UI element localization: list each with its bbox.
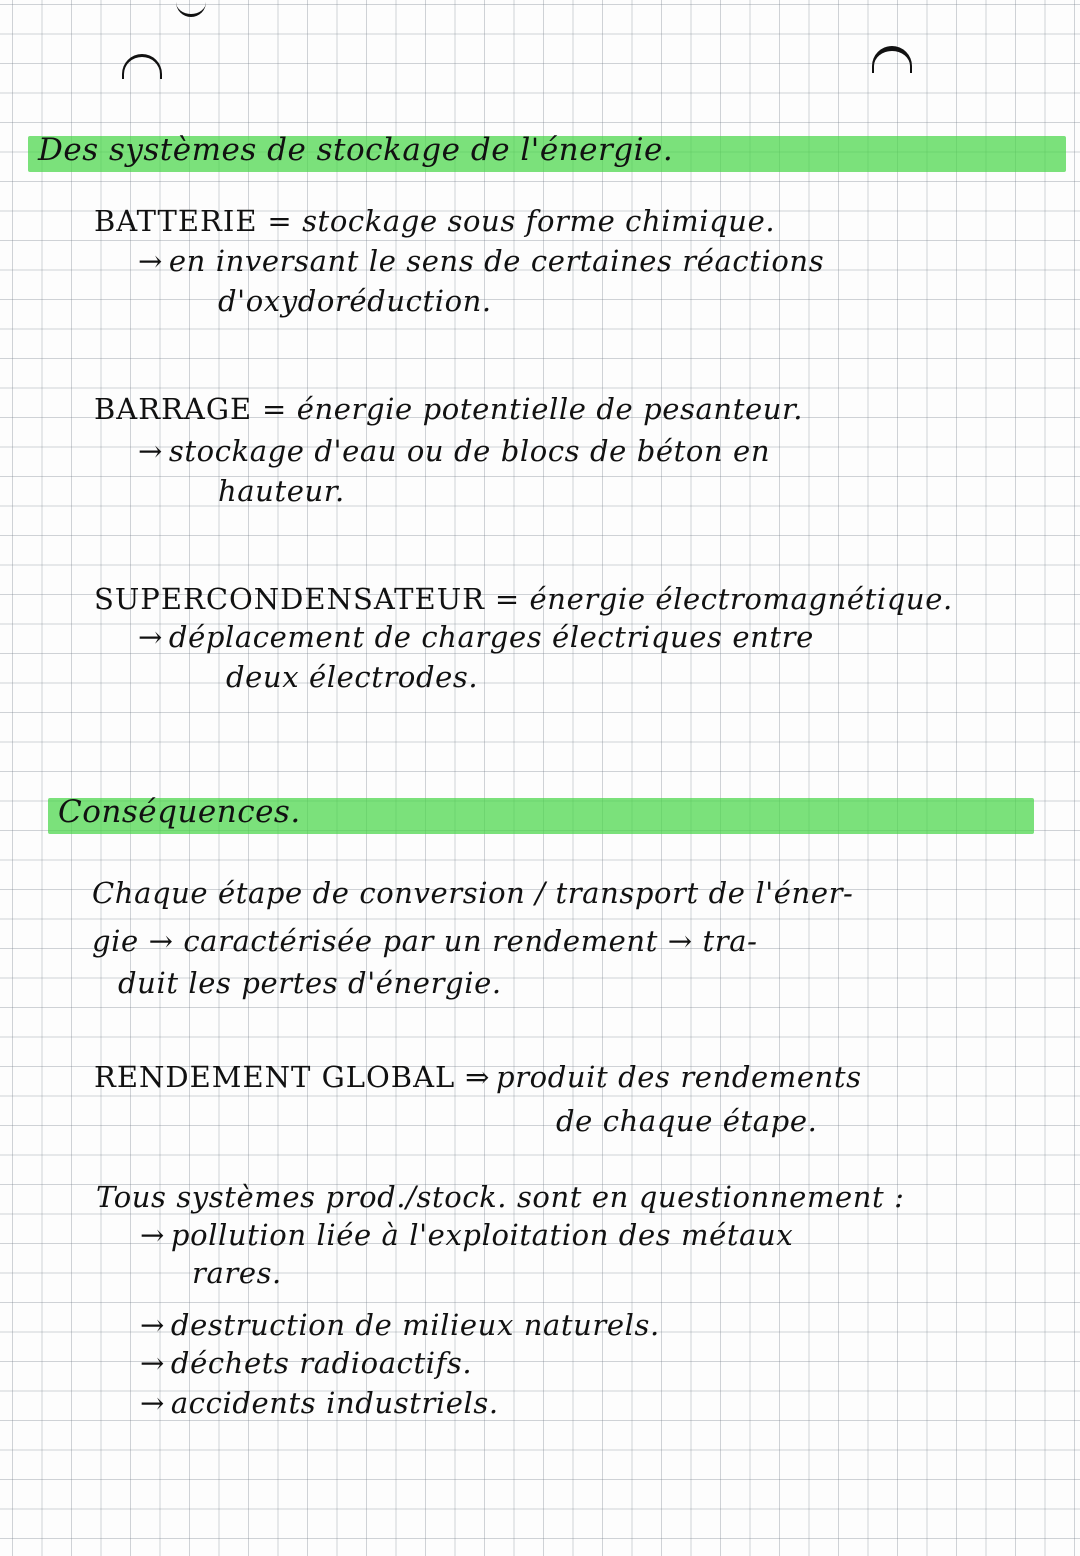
questioning-intro: Tous systèmes prod./stock. sont en questionnement : [96, 1180, 905, 1214]
conversion-line-1 [92, 876, 853, 910]
heading-consequences-text: Conséquences. [58, 794, 301, 830]
list-item [140, 1346, 472, 1380]
arrow-right-icon: → [138, 620, 163, 654]
supercapacitor-detail-line-2 [226, 660, 478, 694]
implies-arrow-icon: ⇒ [465, 1060, 491, 1094]
conversion-line-2 [92, 924, 758, 958]
dam-definition-line [94, 392, 803, 426]
supercapacitor-term: SUPERCONDENSATEUR [94, 582, 485, 616]
arrow-right-icon: → [140, 1346, 165, 1380]
arrow-right-icon: → [140, 1218, 165, 1252]
arrow-right-icon: → [138, 434, 163, 468]
list-item [140, 1308, 660, 1342]
binder-holes [0, 46, 1080, 76]
battery-detail-line-1 [138, 244, 824, 278]
heading-storage-text: Des systèmes de stockage de l'énergie. [38, 132, 674, 168]
list-item-continuation [192, 1256, 282, 1290]
supercapacitor-detail-line-1 [138, 620, 814, 654]
page-top-mark [176, 0, 206, 17]
arrow-right-icon: → [140, 1308, 165, 1342]
list-item-text: pollution liée à l'exploitation des métaux [170, 1218, 794, 1252]
conversion-text-1: Chaque étape de conversion / transport de l'éner- [92, 876, 854, 910]
heading-storage-systems [28, 130, 1068, 176]
arrow-right-icon: → [138, 244, 163, 278]
battery-detail-line-2 [218, 284, 492, 318]
questioning-intro-line [96, 1180, 904, 1214]
list-item-text: déchets radioactifs. [170, 1346, 473, 1380]
dam-detail-1: stockage d'eau ou de blocs de béton en [168, 434, 771, 468]
heading-consequences [48, 792, 1080, 838]
supercapacitor-detail-2: deux électrodes. [226, 660, 479, 694]
arrow-right-icon: → [140, 1386, 165, 1420]
punched-hole-icon [872, 46, 912, 73]
dam-definition: = énergie potentielle de pesanteur. [262, 392, 804, 426]
supercapacitor-definition: = énergie électromagnétique. [494, 582, 953, 616]
list-item-continuation-text: rares. [192, 1256, 282, 1290]
global-yield-line-2 [556, 1104, 817, 1138]
battery-definition-line [94, 204, 775, 238]
punched-hole-icon [122, 54, 162, 79]
supercapacitor-detail-1: déplacement de charges électriques entre [168, 620, 814, 654]
battery-detail-1: en inversant le sens de certaines réactions [168, 244, 825, 278]
global-yield-text-1: produit des rendements [496, 1060, 862, 1094]
list-item [140, 1218, 793, 1252]
list-item [140, 1386, 499, 1420]
conversion-text-2: gie → caractérisée par un rendement → tra- [92, 924, 758, 958]
dam-detail-line-1 [138, 434, 770, 468]
battery-detail-2: d'oxydoréduction. [218, 284, 492, 318]
dam-detail-line-2 [218, 474, 345, 508]
global-yield-line-1 [94, 1060, 862, 1094]
battery-definition: = stockage sous forme chimique. [267, 204, 776, 238]
battery-term: BATTERIE [94, 204, 258, 238]
conversion-line-3 [118, 966, 502, 1000]
dam-detail-2: hauteur. [218, 474, 345, 508]
global-yield-term: RENDEMENT GLOBAL [94, 1060, 456, 1094]
list-item-text: destruction de milieux naturels. [170, 1308, 660, 1342]
dam-term: BARRAGE [94, 392, 253, 426]
supercapacitor-definition-line [94, 582, 953, 616]
conversion-text-3: duit les pertes d'énergie. [118, 966, 502, 1000]
global-yield-text-2: de chaque étape. [556, 1104, 818, 1138]
list-item-text: accidents industriels. [170, 1386, 499, 1420]
